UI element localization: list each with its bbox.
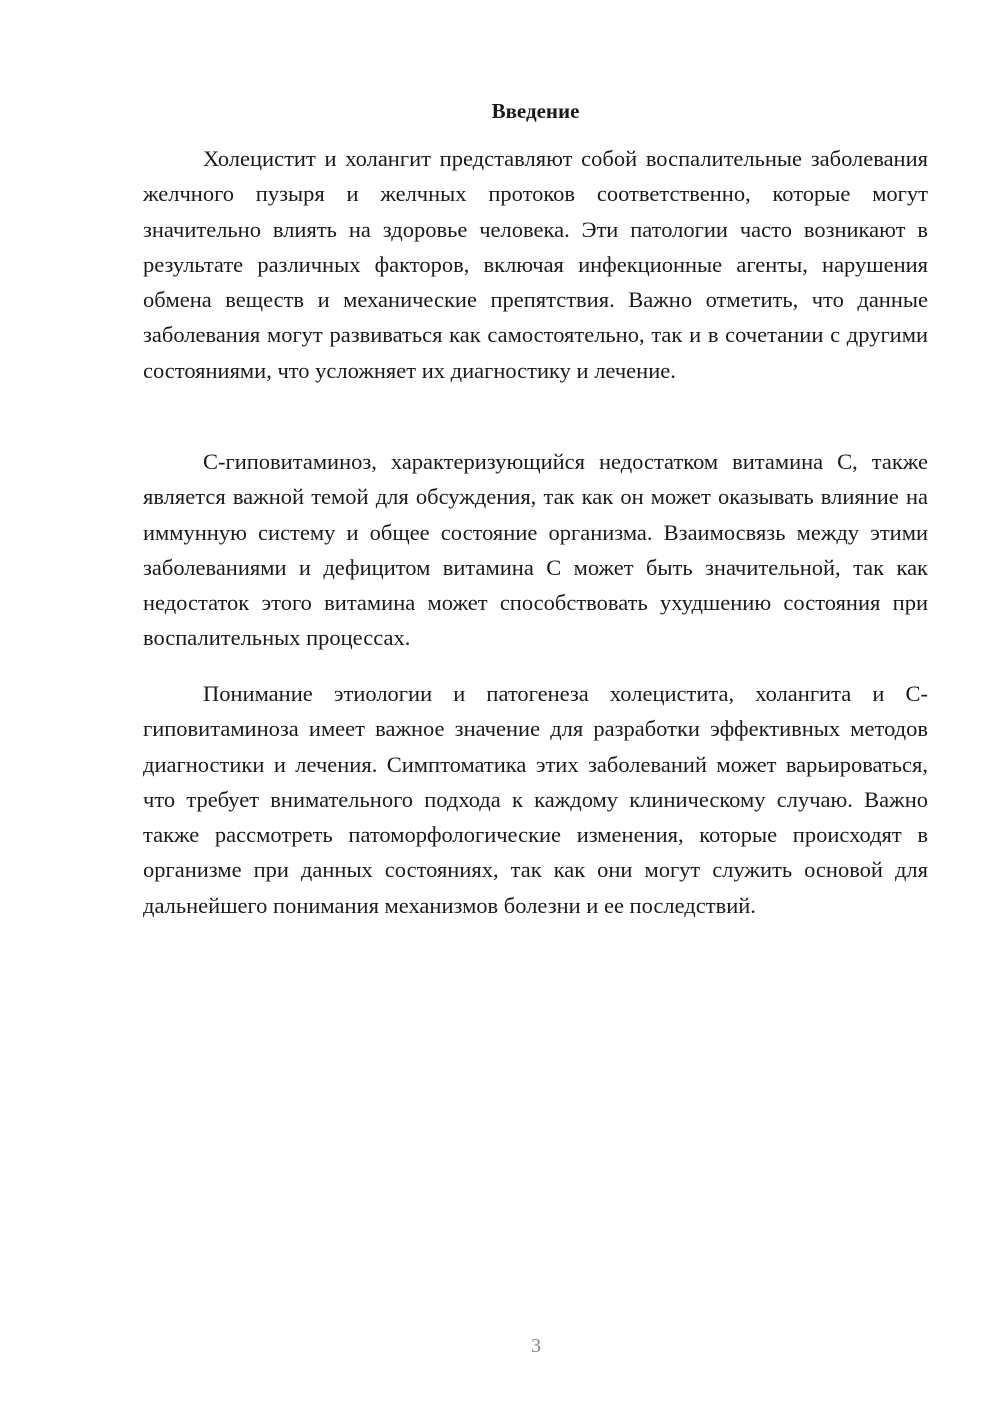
paragraph-3: Понимание этиологии и патогенеза холецистита, холангита и С-гиповитаминоза имеет важное значение для разработки эффективных методов диагностики и лечения. Симптоматика этих заболеваний может варьироваться, что требует внимательного подхода к каждому клиническому случаю. Важно также рассмотреть патоморфологические изменения, которые происходят в организме при данных состояниях, так как они могут служить основой для дальнейшего понимания механизмов болезни и ее последствий. xyxy=(143,681,928,918)
section-heading: Введение xyxy=(491,99,580,123)
paragraph-2: С-гиповитаминоз, характеризующийся недостатком витамина С, также является важной темой для обсуждения, так как он может оказывать влияние на иммунную систему и общее состояние организма. Взаимосвязь между этими заболеваниями и дефицитом витамина С может быть значительной, так как недостаток этого витамина может способствовать ухудшению состояния при воспалительных процессах. xyxy=(143,449,928,651)
paragraph-1: Холецистит и холангит представляют собой воспалительные заболевания желчного пузыря и желчных протоков соответственно, которые могут значительно влиять на здоровье человека. Эти патологии часто возникают в результате различных факторов, включая инфекционные агенты, нарушения обмена веществ и механические препятствия. Важно отметить, что данные заболевания могут развиваться как самостоятельно, так и в сочетании с другими состояниями, что усложняет их диагностику и лечение. xyxy=(143,146,928,383)
page-number: 3 xyxy=(531,1335,541,1357)
